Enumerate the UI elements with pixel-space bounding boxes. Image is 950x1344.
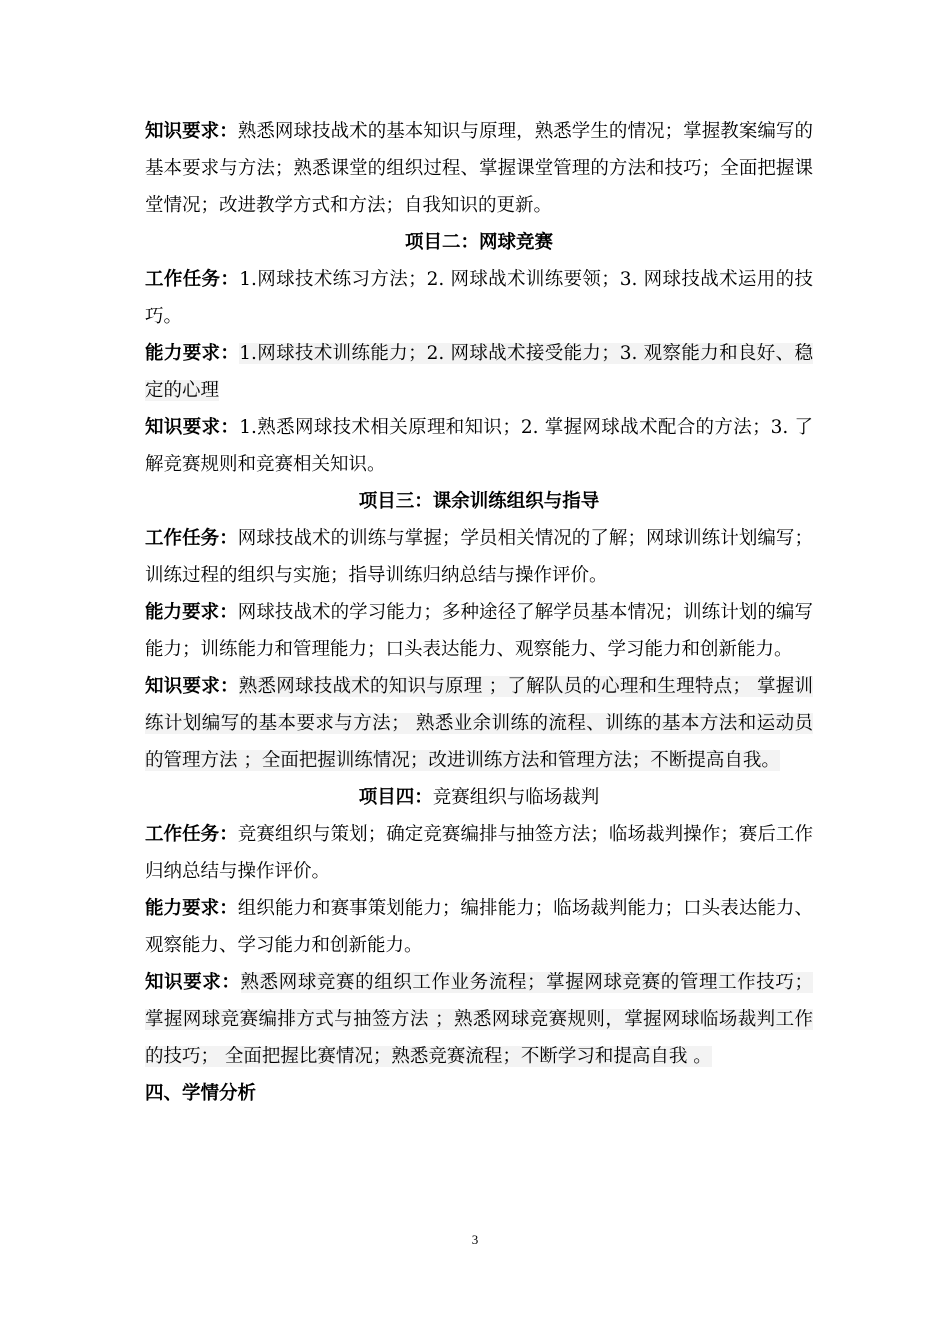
knowledge-text: 熟悉网球技战术的知识与原理 ；了解队员的心理和生理特点； 掌握训练计划编写的基本要求与方法； 熟悉业余训练的流程、训练的基本方法和运动员的管理方法 ；全面把握训练情况；改进训练方法和管理方法；不断提高自我。 [145, 676, 813, 771]
page-number: 3 [471, 1232, 479, 1247]
project-2-task [145, 261, 813, 335]
project-3-task [145, 520, 813, 594]
project-2-ability [145, 335, 813, 409]
project-4-task [145, 816, 813, 890]
knowledge-label: 知识要求： [145, 121, 238, 142]
project-4-title-number: 项目四： [358, 787, 433, 808]
task-label: 工作任务： [145, 269, 240, 290]
task-label: 工作任务： [145, 824, 238, 845]
task-text: 竞赛组织与策划；确定竞赛编排与抽签方法；临场裁判操作；赛后工作归纳总结与操作评价。 [145, 824, 813, 882]
project-3-knowledge [145, 668, 813, 779]
project-4-title-name: 竞赛组织与临场裁判 [432, 787, 600, 808]
knowledge-text: 熟悉网球技战术的基本知识与原理，熟悉学生的情况；掌握教案编写的基本要求与方法；熟悉课堂的组织过程、掌握课堂管理的方法和技巧；全面把握课堂情况；改进教学方式和方法；自我知识的更新。 [145, 121, 813, 216]
knowledge-text: 1.熟悉网球技术相关原理和知识；2. 掌握网球战术配合的方法；3. 了解竞赛规则和竞赛相关知识。 [145, 417, 813, 475]
task-label: 工作任务： [145, 528, 238, 549]
project-3-ability [145, 594, 813, 668]
knowledge-label: 知识要求： [145, 676, 239, 697]
project-4-ability [145, 890, 813, 964]
project-2-title: 项目二：网球竞赛 [404, 232, 553, 253]
knowledge-label: 知识要求： [145, 972, 241, 993]
task-text: 1.网球技术练习方法；2. 网球战术训练要领；3. 网球技战术运用的技巧。 [145, 269, 813, 327]
task-text: 网球技战术的训练与掌握；学员相关情况的了解；网球训练计划编写；训练过程的组织与实施；指导训练归纳总结与操作评价。 [145, 528, 813, 586]
knowledge-requirement-1 [145, 113, 813, 224]
ability-label: 能力要求： [145, 898, 238, 919]
ability-text: 网球技战术的学习能力；多种途径了解学员基本情况；训练计划的编写能力；训练能力和管理能力；口头表达能力、观察能力、学习能力和创新能力。 [145, 602, 813, 660]
ability-text: 组织能力和赛事策划能力；编排能力；临场裁判能力；口头表达能力、观察能力、学习能力和创新能力。 [145, 898, 813, 956]
ability-label: 能力要求： [145, 343, 240, 364]
ability-text: 1.网球技术训练能力；2. 网球战术接受能力；3. 观察能力和良好、稳定的心理 [145, 343, 813, 401]
knowledge-text: 熟悉网球竞赛的组织工作业务流程；掌握网球竞赛的管理工作技巧； 掌握网球竞赛编排方式与抽签方法 ；熟悉网球竞赛规则，掌握网球临场裁判工作的技巧； 全面把握比赛情况；熟悉竞赛流程；不断学习和提高自我 。 [145, 972, 813, 1067]
page-content [145, 113, 813, 1112]
project-2-knowledge [145, 409, 813, 483]
project-4-knowledge [145, 964, 813, 1075]
project-4-title [145, 779, 813, 816]
knowledge-label: 知识要求： [145, 417, 240, 438]
ability-label: 能力要求： [145, 602, 238, 623]
project-3-title: 项目三：课余训练组织与指导 [358, 491, 600, 512]
section-4-heading: 四、学情分析 [145, 1083, 257, 1104]
